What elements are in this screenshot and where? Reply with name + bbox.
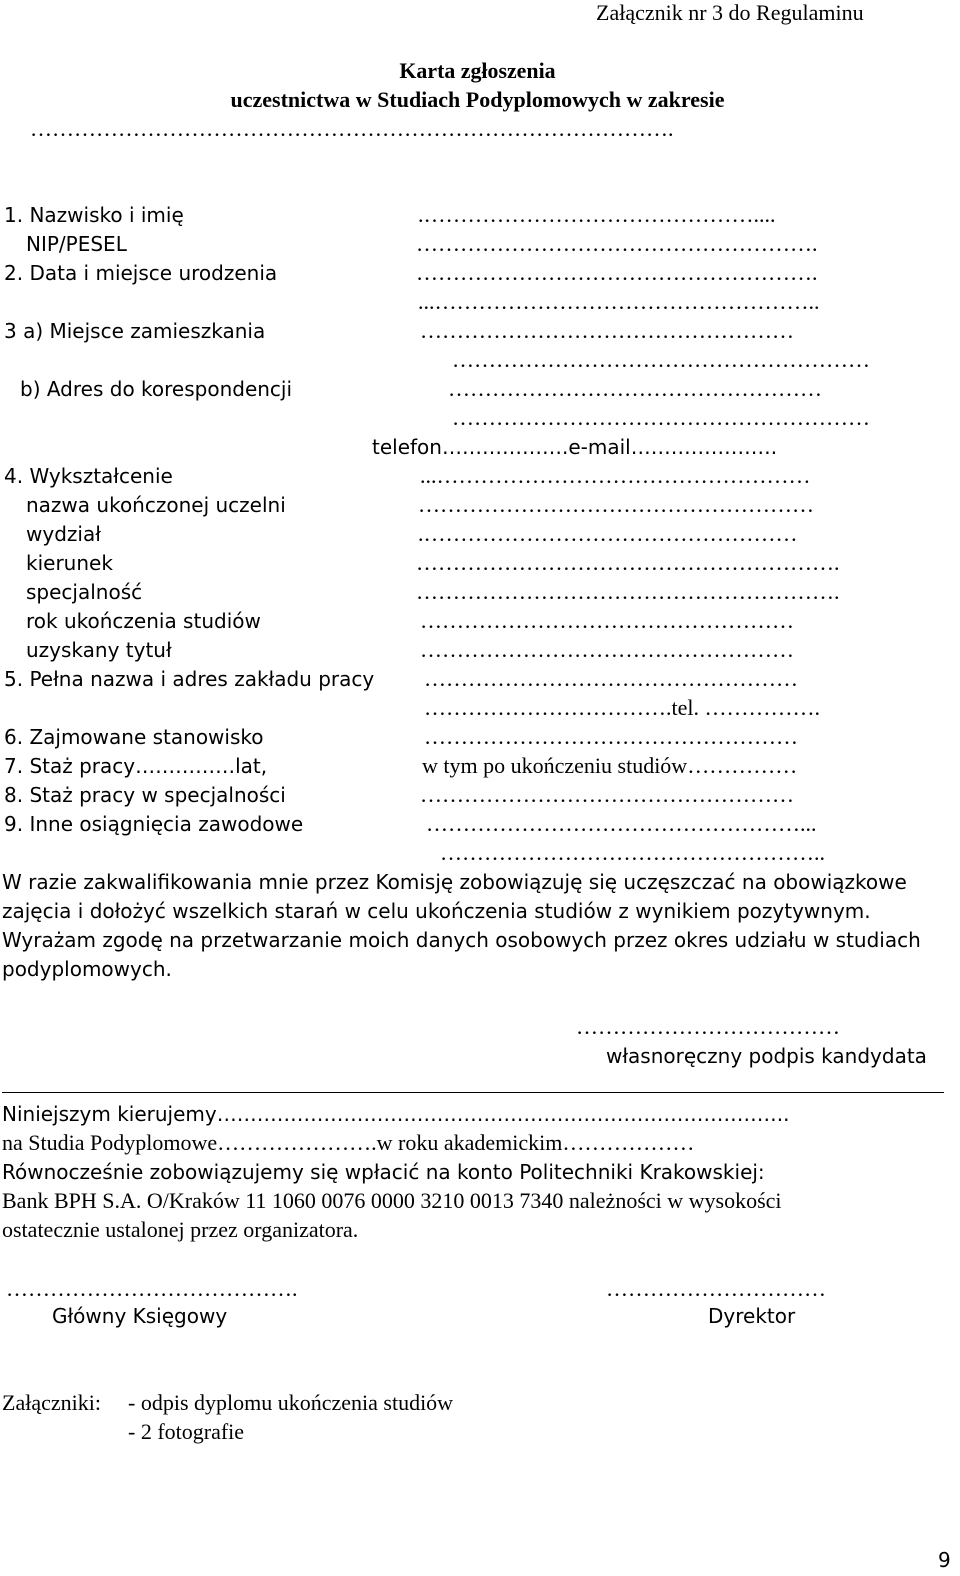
field-nip[interactable]: ………………………………………………. (416, 231, 818, 256)
declaration-line: Wyrażam zgodę na przetwarzanie moich danych osobowych przez okres udziału w studiach (2, 928, 921, 952)
field-faculty[interactable]: .…………………………………………… (418, 521, 798, 546)
declaration-line: zajęcia i dołożyć wszelkich starań w celu ukończenia studiów z wynikiem pozytywnym. (2, 899, 871, 923)
section-divider (2, 1092, 944, 1093)
label-field-of-study: kierunek (26, 551, 113, 575)
referral-line: Niniejszym kierujemy………………………………………………………………………….. (2, 1102, 790, 1126)
label-position: 6. Zajmowane stanowisko (4, 725, 264, 749)
referral-line: na Studia Podyplomowe………………….w roku akademickim……………… (2, 1130, 695, 1155)
form-subtitle: uczestnictwa w Studiach Podyplomowych w zakresie (230, 87, 725, 112)
director-signature-field[interactable]: ………………………… (606, 1276, 826, 1301)
field-specialty[interactable]: …………………………………………………. (416, 579, 840, 604)
candidate-signature-field[interactable]: ……………………………… (576, 1014, 840, 1039)
attachment-note: Załącznik nr 3 do Regulaminu (596, 0, 864, 25)
attachments-label: Załączniki: (2, 1390, 101, 1415)
label-birth: 2. Data i miejsce urodzenia (4, 261, 278, 285)
field-achievements-cont[interactable]: …………………………………………….. (440, 840, 825, 865)
referral-line: Bank BPH S.A. O/Kraków 11 1060 0076 0000 3210 0013 7340 należności w wysokości (2, 1188, 782, 1213)
attachment-item: - 2 fotografie (128, 1419, 245, 1444)
form-title: Karta zgłoszenia (399, 58, 556, 83)
field-employer[interactable]: …………………………………………… (424, 666, 798, 691)
referral-line: Równocześnie zobowiązujemy się wpłacić na konto Politechniki Krakowskiej: (2, 1160, 765, 1184)
label-faculty: wydział (26, 522, 101, 546)
director-label: Dyrektor (708, 1304, 796, 1328)
field-field-of-study[interactable]: …………………………………………………. (416, 550, 840, 575)
field-specialty-experience[interactable]: …………………………………………… (420, 782, 794, 807)
label-name: 1. Nazwisko i imię (4, 203, 184, 227)
accountant-label: Główny Księgowy (52, 1304, 228, 1328)
label-degree: uzyskany tytuł (26, 638, 172, 662)
field-university[interactable]: ……………………………………………… (418, 492, 814, 517)
field-scope-dots[interactable]: ……………………………………………………………………………. (30, 116, 674, 141)
field-correspondence-cont[interactable]: ………………………………………………… (452, 405, 870, 430)
label-residence: 3 a) Miejsce zamieszkania (4, 319, 266, 343)
field-name[interactable]: .……………………………………….... (418, 202, 776, 227)
field-birth-cont[interactable]: ...…………………………………………….. (418, 289, 820, 314)
accountant-signature-field[interactable]: …………………………………. (6, 1276, 298, 1301)
field-achievements[interactable]: ……………………………………………... (426, 811, 817, 836)
field-position[interactable]: …………………………………………… (424, 724, 798, 749)
candidate-signature-label: własnoręczny podpis kandydata (606, 1044, 927, 1068)
field-birth[interactable]: ………………………………………………. (416, 260, 818, 285)
field-correspondence[interactable]: …………………………………………… (448, 376, 822, 401)
field-residence[interactable]: …………………………………………… (420, 318, 794, 343)
label-specialty: specjalność (26, 580, 143, 604)
field-residence-cont[interactable]: ………………………………………………… (452, 347, 870, 372)
field-graduation-year[interactable]: …………………………………………… (420, 608, 794, 633)
referral-line: ostatecznie ustalonej przez organizatora. (2, 1217, 359, 1242)
label-education: 4. Wykształcenie (4, 464, 173, 488)
field-experience-after-studies[interactable]: w tym po ukończeniu studiów…………… (422, 753, 798, 778)
label-specialty-experience: 8. Staż pracy w specjalności (4, 783, 286, 807)
field-degree[interactable]: …………………………………………… (420, 637, 794, 662)
label-university: nazwa ukończonej uczelni (26, 493, 286, 517)
label-correspondence: b) Adres do korespondencji (20, 377, 293, 401)
field-employer-phone[interactable]: …………………………….tel. ……………. (424, 695, 820, 720)
declaration-line: W razie zakwalifikowania mnie przez Komisję zobowiązuję się uczęszczać na obowiązkowe (2, 870, 907, 894)
label-employer: 5. Pełna nazwa i adres zakładu pracy (4, 667, 375, 691)
page-number: 9 (938, 1548, 951, 1572)
label-graduation-year: rok ukończenia studiów (26, 609, 261, 633)
label-achievements: 9. Inne osiągnięcia zawodowe (4, 812, 304, 836)
label-nip: NIP/PESEL (26, 232, 127, 256)
field-phone-email[interactable]: telefon……………….e-mail…………………. (372, 435, 778, 459)
label-experience: 7. Staż pracy……………lat, (4, 754, 268, 778)
declaration-line: podyplomowych. (2, 957, 172, 981)
attachment-item: - odpis dyplomu ukończenia studiów (128, 1390, 454, 1415)
field-education[interactable]: ...…………………………………………… (420, 463, 811, 488)
